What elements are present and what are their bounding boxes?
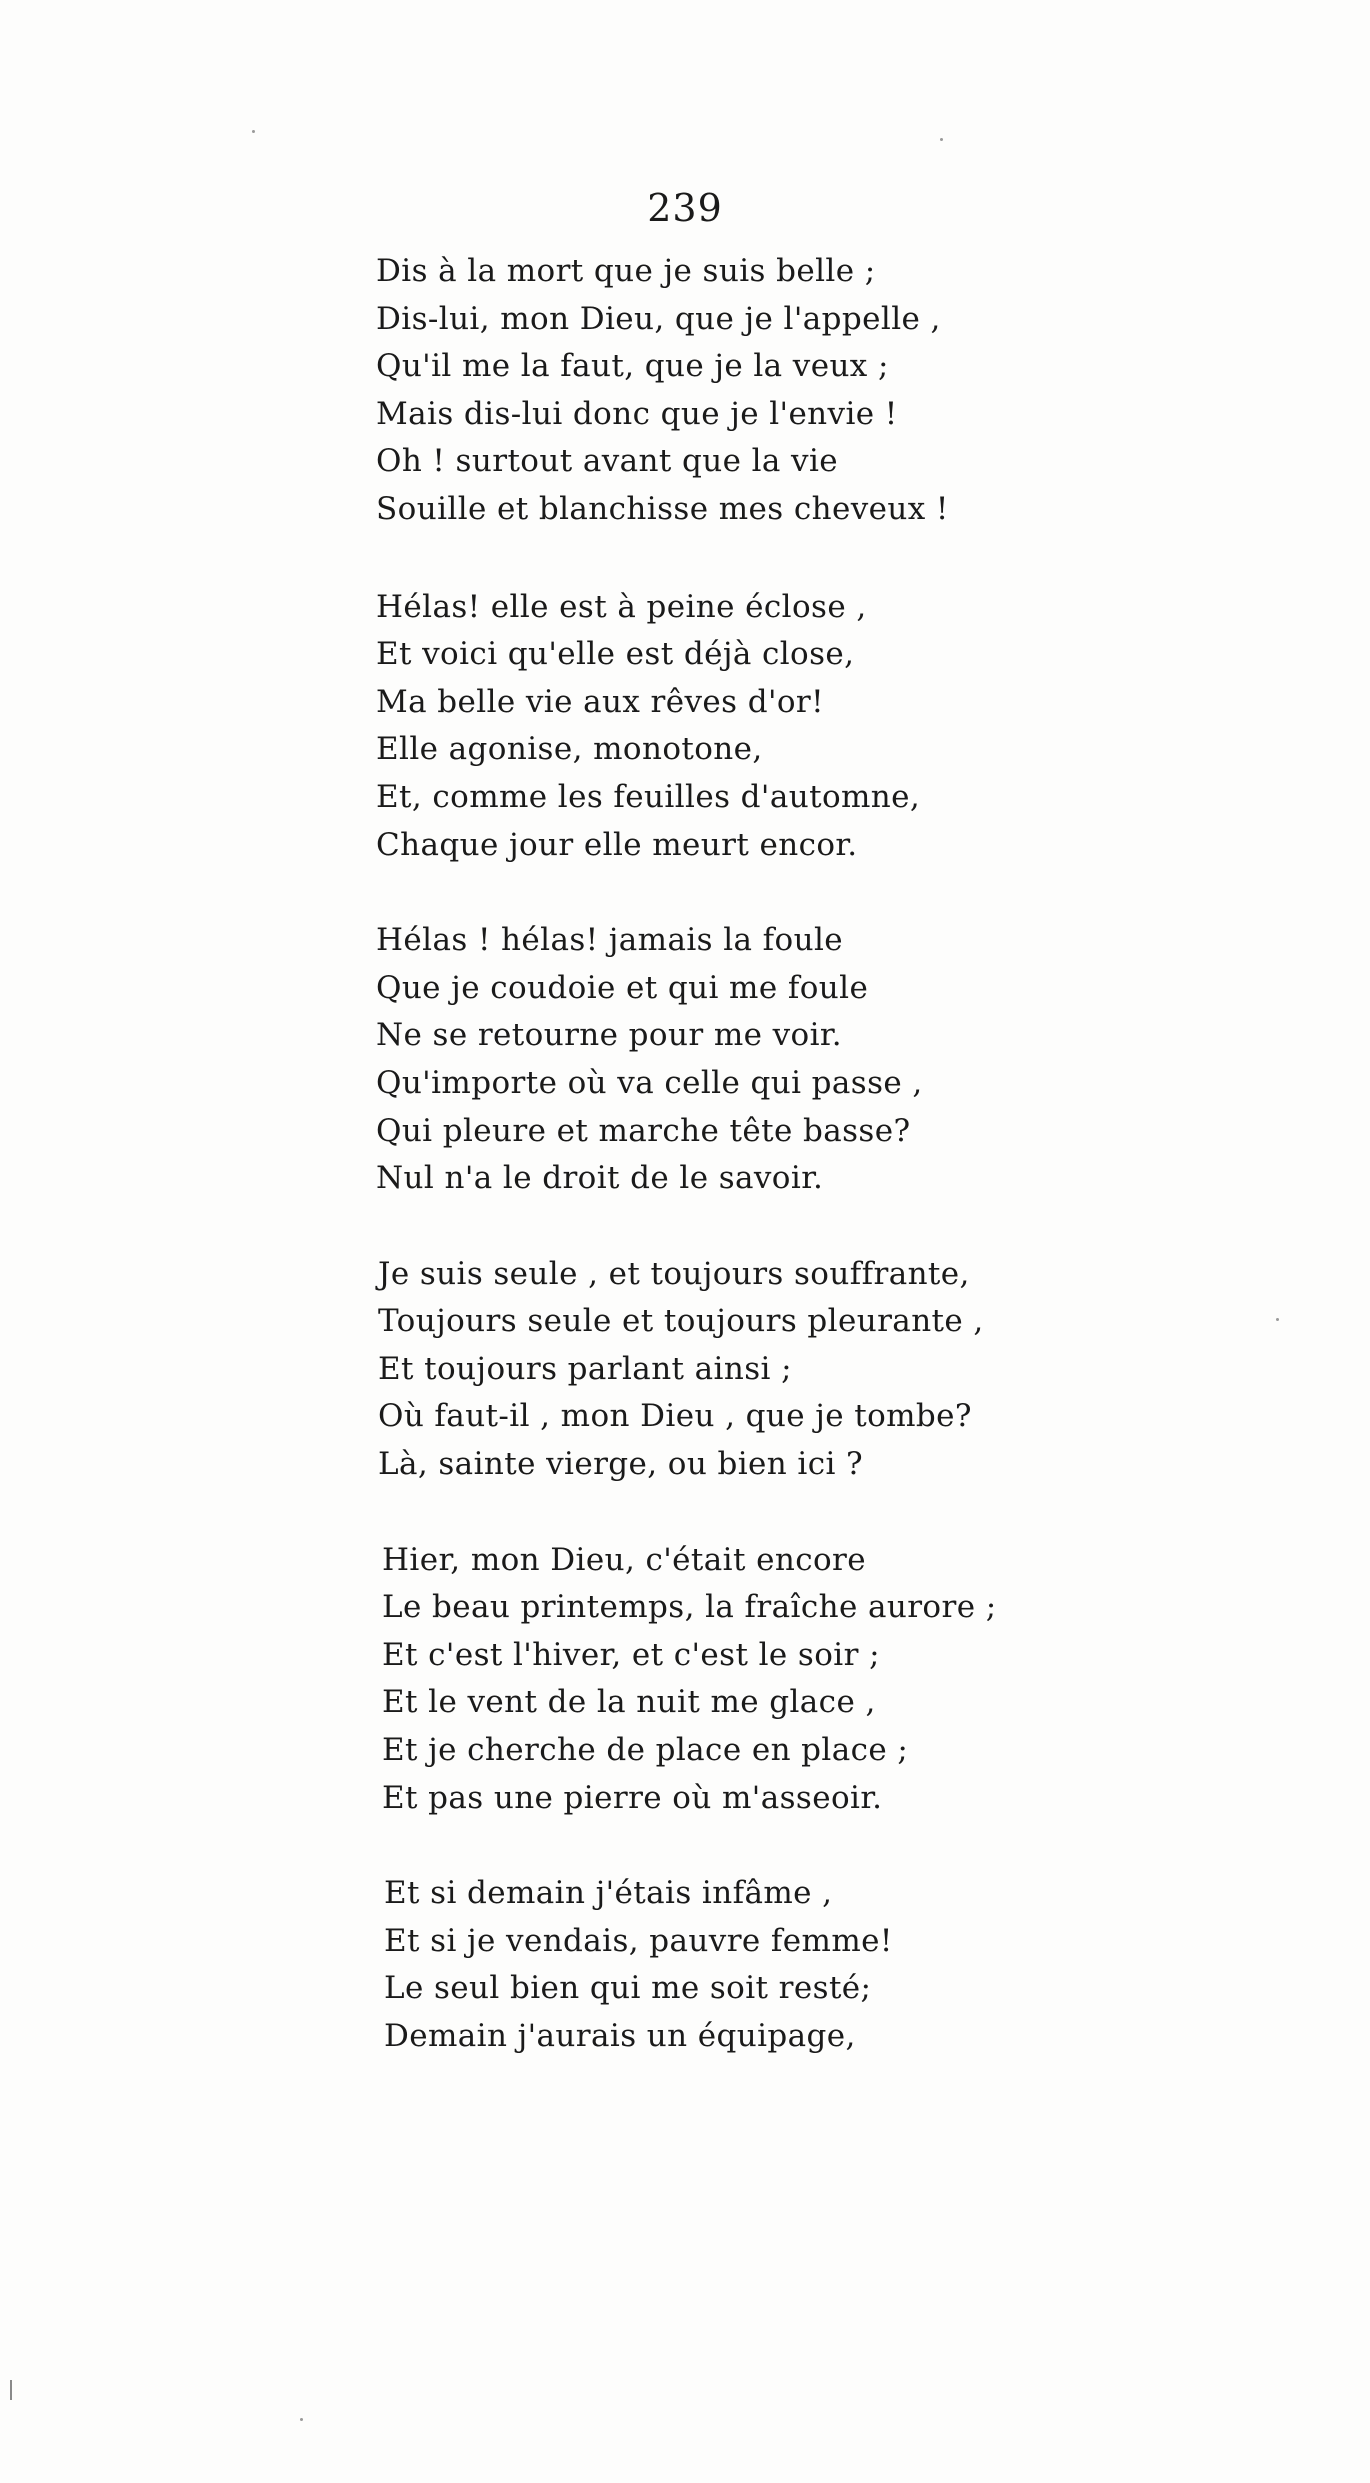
verse-line: Le seul bien qui me soit resté;	[384, 1970, 872, 2007]
page-number: 239	[647, 186, 723, 230]
verse-line: Qu'importe où va celle qui passe ,	[376, 1064, 923, 1101]
verse-line: Nul n'a le droit de le savoir.	[376, 1160, 824, 1197]
stanza-4	[378, 1251, 1076, 1489]
verse-line: Dis-lui, mon Dieu, que je l'appelle ,	[376, 300, 941, 337]
verse-line: Là, sainte vierge, ou bien ici ?	[378, 1446, 864, 1483]
verse-line: Ne se retourne pour me voir.	[376, 1017, 842, 1054]
verse-line: Et voici qu'elle est déjà close,	[376, 636, 855, 673]
verse-line: Hier, mon Dieu, c'était encore	[382, 1541, 866, 1578]
paper-speck	[252, 130, 255, 133]
verse-line: Et, comme les feuilles d'automne,	[376, 778, 921, 815]
verse-line: Et si je vendais, pauvre femme!	[384, 1922, 893, 1959]
verse-line: Demain j'aurais un équipage,	[384, 2018, 856, 2054]
verse-line: Dis à la mort que je suis belle ;	[376, 253, 876, 289]
verse-line: Et pas une pierre où m'asseoir.	[382, 1779, 883, 1816]
verse-line: Et si demain j'étais infâme ,	[384, 1875, 833, 1912]
verse-line: Qui pleure et marche tête basse?	[376, 1112, 911, 1149]
verse-line: Souille et blanchisse mes cheveux !	[376, 490, 949, 527]
verse-line: Et le vent de la nuit me glace ,	[382, 1684, 876, 1721]
paper-speck	[300, 2418, 303, 2421]
stanza-2	[376, 584, 1076, 870]
verse-line: Elle agonise, monotone,	[376, 731, 763, 768]
verse-line: Que je coudoie et qui me foule	[376, 969, 869, 1006]
verse-line: Hélas ! hélas! jamais la foule	[376, 922, 844, 959]
verse-line: Ma belle vie aux rêves d'or!	[376, 683, 825, 720]
paper-speck	[940, 138, 943, 141]
verse-line: Et c'est l'hiver, et c'est le soir ;	[382, 1636, 880, 1673]
poem	[376, 248, 1076, 2109]
verse-line: Oh ! surtout avant que la vie	[376, 443, 839, 480]
verse-line: Le beau printemps, la fraîche aurore ;	[382, 1589, 997, 1626]
scan-edge-mark	[10, 2380, 12, 2400]
verse-line: Qu'il me la faut, que je la veux ;	[376, 348, 889, 385]
stanza-1	[376, 248, 1076, 534]
paper-speck	[1276, 1318, 1279, 1321]
verse-line: Où faut-il , mon Dieu , que je tombe?	[378, 1398, 972, 1435]
verse-line: Toujours seule et toujours pleurante ,	[378, 1303, 984, 1340]
verse-line: Et je cherche de place en place ;	[382, 1732, 909, 1769]
stanza-5	[382, 1537, 1076, 1823]
verse-line: Mais dis-lui donc que je l'envie !	[376, 395, 898, 432]
verse-line: Je suis seule , et toujours souffrante,	[378, 1255, 970, 1292]
verse-line: Hélas! elle est à peine éclose ,	[376, 588, 867, 625]
verse-line: Et toujours parlant ainsi ;	[378, 1350, 792, 1387]
verse-line: Chaque jour elle meurt encor.	[376, 826, 858, 863]
stanza-3	[376, 917, 1076, 1203]
stanza-6	[384, 1870, 1076, 2060]
